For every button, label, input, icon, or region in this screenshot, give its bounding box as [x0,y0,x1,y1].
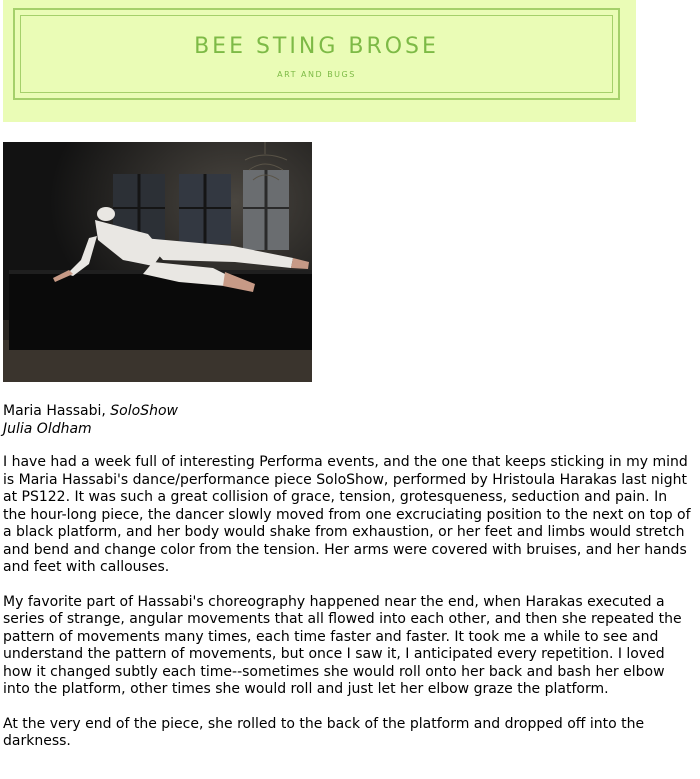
article-content [3,403,693,768]
site-banner[interactable] [3,0,636,122]
photo-caption [3,403,693,438]
article-paragraph: My favorite part of Hassabi's choreography happened near the end, when Harakas executed a series of strange, angular movements that all flowed into each other, and then she repeated the pattern of movements many times, each time faster and faster. It took me a while to see and understand the pattern of movements, but once I saw it, I anticipated every repetition. I loved how it changed subtly each time--sometimes she would roll onto her back and bash her elbow into the platform, other times she would roll and just let her elbow graze the platform. [3,593,682,697]
site-tagline: ART AND BUGS [277,70,356,79]
article-paragraph: At the very end of the piece, she rolled to the back of the platform and dropped off into the darkness. [3,715,645,749]
site-title[interactable]: BEE STING BROSE [194,34,439,59]
photo-illustration [3,142,312,382]
caption-photographer: Julia Oldham [3,420,92,437]
caption-work-title: SoloShow [110,403,178,419]
dancer-photo [3,142,312,382]
article-paragraph: I have had a week full of interesting Performa events, and the one that keeps sticking in my mind is Maria Hassabi's dance/performance piece SoloShow, performed by Hristoula Harakas last night at PS122. It was such a great collision of grace, tension, grotesqueness, seduction and pain. In the hour-long piece, the dancer slowly moved from one excruciating position to the next on top of a black platform, and her body would shake from exhaustion, or her feet and limbs would stretch and bend and change color from the tension. Her arms were covered with bruises, and her hands and feet with callouses. [3,454,691,575]
caption-artist: Maria Hassabi, [3,403,111,419]
banner-frame [13,8,620,100]
